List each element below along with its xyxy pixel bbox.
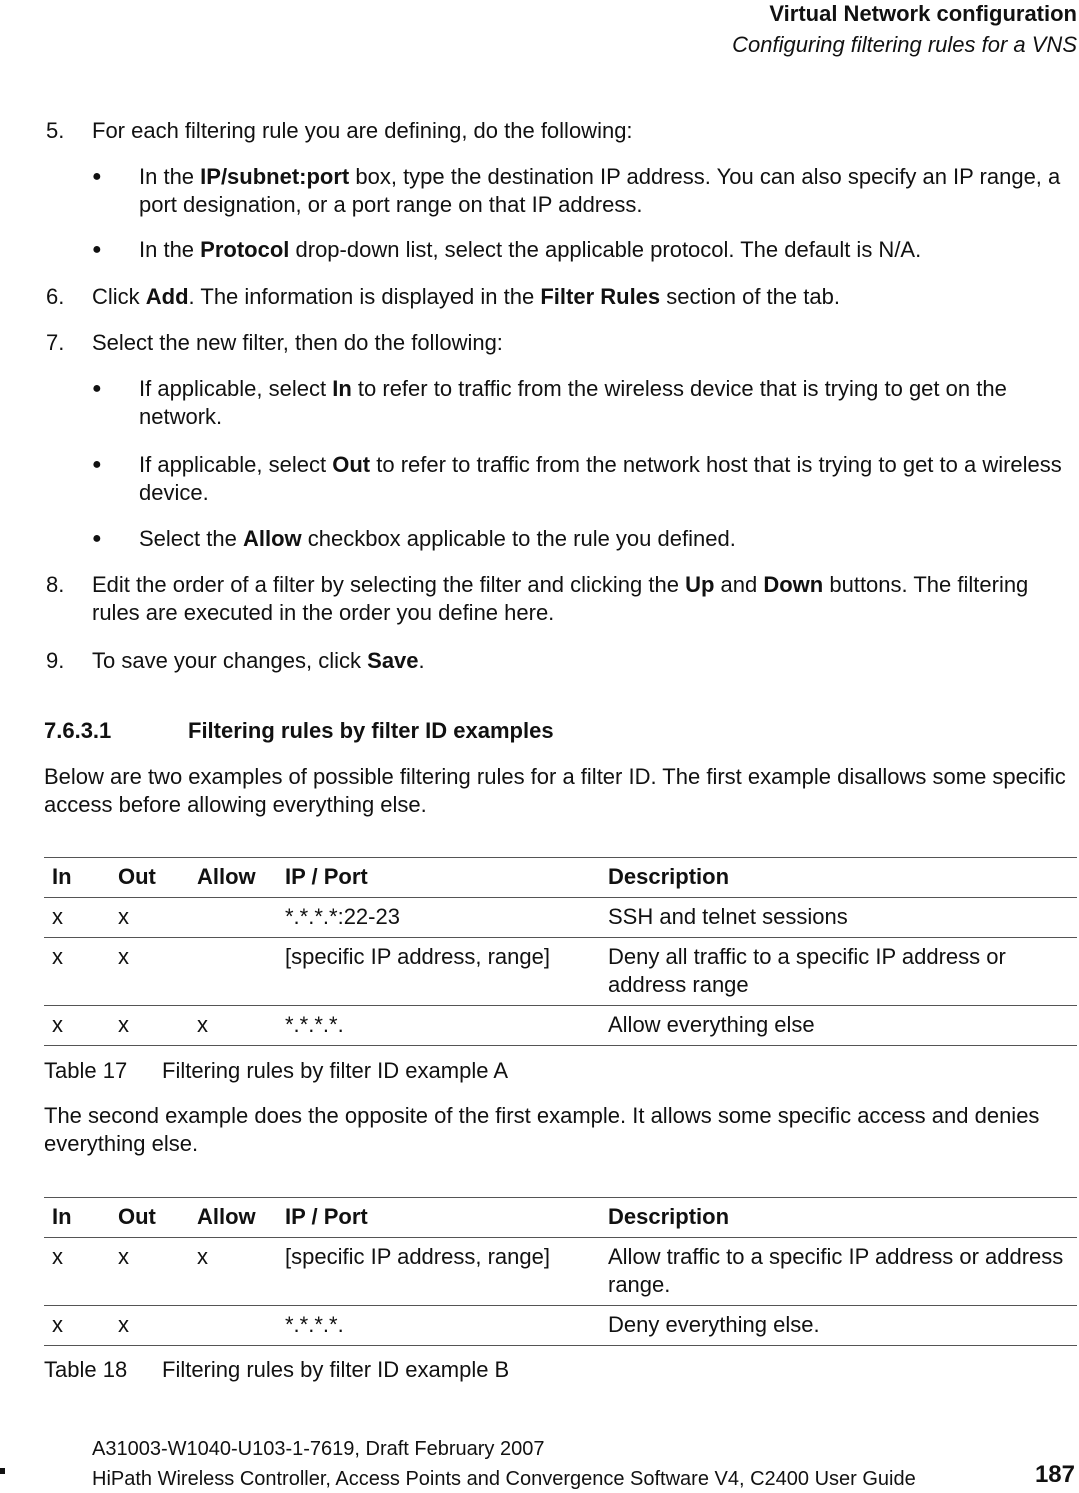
bullet-icon: ● — [92, 241, 102, 258]
cell-allow: x — [189, 1238, 277, 1306]
bullet-text: In the IP/subnet:port box, type the destination IP address. You can also specify an IP range, a port designation, or a port range on that IP address. — [139, 164, 1061, 217]
cell-in: x — [44, 1238, 110, 1306]
step-text: To save your changes, click Save. — [92, 648, 425, 673]
cell-allow — [189, 938, 277, 1006]
step-text: Click Add. The information is displayed in the Filter Rules section of the tab. — [92, 284, 840, 309]
cell-out: x — [110, 898, 189, 938]
cell-ip-port: *.*.*.*. — [277, 1306, 600, 1346]
table-example-b — [44, 1197, 1077, 1346]
cell-out: x — [110, 938, 189, 1006]
cell-allow: x — [189, 1006, 277, 1046]
col-header-description: Description — [600, 1198, 1077, 1238]
step-number: 9. — [46, 648, 65, 673]
table-row — [44, 938, 1077, 1006]
bullet-icon: ● — [92, 380, 102, 397]
cell-allow — [189, 898, 277, 938]
section-between-text: The second example does the opposite of the first example. It allows some specific access and denies everything else. — [44, 1103, 1040, 1156]
col-header-allow: Allow — [189, 858, 277, 898]
cell-out: x — [110, 1006, 189, 1046]
table-header-row — [44, 858, 1077, 898]
table-row — [44, 898, 1077, 938]
step-number: 6. — [46, 284, 65, 309]
col-header-ip-port: IP / Port — [277, 858, 600, 898]
footer-product-title: HiPath Wireless Controller, Access Points and Convergence Software V4, C2400 User Guide — [92, 1468, 916, 1490]
bullet-text: In the Protocol drop-down list, select the applicable protocol. The default is N/A. — [139, 237, 922, 262]
bullet-icon: ● — [92, 530, 102, 547]
col-header-description: Description — [600, 858, 1077, 898]
running-header-subtitle: Configuring filtering rules for a VNS — [732, 32, 1077, 57]
section-intro: Below are two examples of possible filtering rules for a filter ID. The first example disallows some specific access before allowing everything else. — [44, 764, 1066, 817]
cell-in: x — [44, 1306, 110, 1346]
cell-in: x — [44, 898, 110, 938]
cell-description: Allow traffic to a specific IP address or address range. — [600, 1238, 1077, 1306]
bullet-text: If applicable, select Out to refer to traffic from the network host that is trying to get to a wireless device. — [139, 452, 1062, 505]
cell-allow — [189, 1306, 277, 1346]
cell-ip-port: *.*.*.*. — [277, 1006, 600, 1046]
cell-description: Deny everything else. — [600, 1306, 1077, 1346]
table-caption-a: Table 17 Filtering rules by filter ID example A — [44, 1058, 509, 1083]
cell-out: x — [110, 1306, 189, 1346]
col-header-allow: Allow — [189, 1198, 277, 1238]
step-text: Edit the order of a filter by selecting the filter and clicking the Up and Down buttons. The filtering rules are executed in the order you define here. — [92, 572, 1029, 625]
table-row — [44, 1006, 1077, 1046]
footer-doc-id: A31003-W1040-U103-1-7619, Draft February 2007 — [92, 1438, 545, 1460]
bullet-icon: ● — [92, 168, 102, 185]
section-title: Filtering rules by filter ID examples — [188, 718, 554, 743]
running-header-title: Virtual Network configuration — [769, 1, 1077, 26]
bullet-text: Select the Allow checkbox applicable to the rule you defined. — [139, 526, 736, 551]
cell-in: x — [44, 938, 110, 1006]
cell-ip-port: *.*.*.*:22-23 — [277, 898, 600, 938]
step-text: Select the new filter, then do the following: — [92, 330, 503, 355]
cell-description: Allow everything else — [600, 1006, 1077, 1046]
cell-description: SSH and telnet sessions — [600, 898, 1077, 938]
col-header-in: In — [44, 858, 110, 898]
cell-ip-port: [specific IP address, range] — [277, 1238, 600, 1306]
table-row — [44, 1238, 1077, 1306]
cell-description: Deny all traffic to a specific IP address or address range — [600, 938, 1077, 1006]
page-number: 187 — [1034, 1461, 1075, 1488]
step-number: 5. — [46, 118, 65, 143]
col-header-in: In — [44, 1198, 110, 1238]
step-text: For each filtering rule you are defining, do the following: — [92, 118, 633, 143]
cell-in: x — [44, 1006, 110, 1046]
col-header-out: Out — [110, 858, 189, 898]
cell-ip-port: [specific IP address, range] — [277, 938, 600, 1006]
table-example-a — [44, 857, 1077, 1046]
table-caption-b: Table 18 Filtering rules by filter ID example B — [44, 1357, 510, 1382]
step-number: 7. — [46, 330, 65, 355]
step-number: 8. — [46, 572, 65, 597]
corner-mark — [0, 1468, 5, 1474]
bullet-icon: ● — [92, 456, 102, 473]
col-header-out: Out — [110, 1198, 189, 1238]
section-number: 7.6.3.1 — [44, 718, 112, 743]
cell-out: x — [110, 1238, 189, 1306]
bullet-text: If applicable, select In to refer to traffic from the wireless device that is trying to get on the network. — [139, 376, 1007, 429]
col-header-ip-port: IP / Port — [277, 1198, 600, 1238]
table-header-row — [44, 1198, 1077, 1238]
table-row — [44, 1306, 1077, 1346]
